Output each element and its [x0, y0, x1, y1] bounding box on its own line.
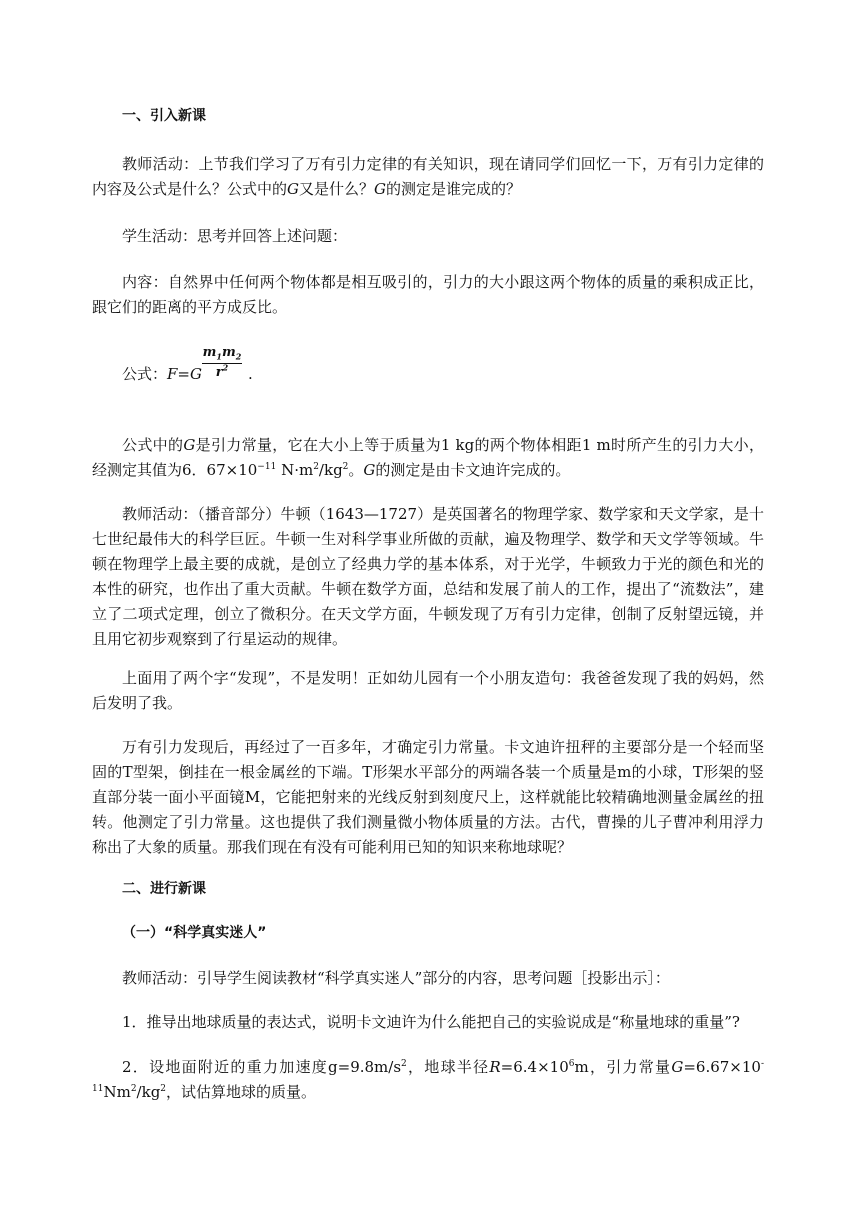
paragraph-newton-bio: 教师活动：（播音部分）牛顿（1643—1727）是英国著名的物理学家、数学家和天文学家，是十七世纪最伟大的科学巨匠。牛顿一生对科学事业所做的贡献，遍及物理学、数学和天文学等领域。牛顿在物理学上最主要的成就，是创立了经典力学的基本体系，对于光学，牛顿致力于光的颜色和光的本性的研究，也作出了重大贡献。牛顿在数学方面，总结和发展了前人的工作，提出了“流数法”，建立了二项式定理，创立了微积分。在天文学方面，牛顿发现了万有引力定律，创制了反射望远镜，并且用它初步观察到了行星运动的规律。 [92, 505, 764, 648]
paragraph-gravitational-constant: 公式中的G是引力常量，它在大小上等于质量为1 kg的两个物体相距1 m时所产生的引力大小，经测定其值为6．$67\times 10^{-11}$ $N\cdot m^2/kg^2$。G的测定是由卡文迪许完成的。 [92, 436, 764, 479]
subsection-heading: （一）“科学真实迷人” [122, 925, 267, 941]
paragraph-reading-guide: 教师活动：引导学生阅读教材“科学真实迷人”部分的内容，思考问题［投影出示］： [122, 969, 670, 987]
section-heading-intro: 一、引入新课 [122, 108, 206, 124]
paragraph-student-activity: 学生活动：思考并回答上述问题： [122, 227, 348, 245]
formula-denominator: $r^2$ [215, 362, 229, 380]
question-2: 2．设地面附近的重力加速度$g=9.8m/s^2$，地球半径$R=6.4\times 10^6m$，引力常量$G=6.67\times 10^{-11}Nm^2/kg^2$，试估算地球的质量。 [92, 1058, 764, 1101]
paragraph-law-content: 内容：自然界中任何两个物体都是相互吸引的，引力的大小跟这两个物体的质量的乘积成正比，跟它们的距离的平方成反比。 [92, 273, 764, 316]
formula-line: 公式：F=G . [122, 365, 253, 383]
section-heading-new-lesson: 二、进行新课 [122, 881, 206, 897]
paragraph-cavendish: 万有引力发现后，再经过了一百多年，才确定引力常量。卡文迪许扭秤的主要部分是一个轻而坚固的T型架，倒挂在一根金属丝的下端。T形架水平部分的两端各装一个质量是m的小球，T形架的竖直部分装一面小平面镜M，它能把射来的光线反射到刻度尺上，这样就能比较精确地测量金属丝的扭转。他测定了引力常量。这也提供了我们测量微小物体质量的方法。古代，曹操的儿子曹冲利用浮力称出了大象的质量。那我们现在有没有可能利用已知的知识来称地球呢？ [92, 738, 764, 856]
paragraph-discovery-joke: 上面用了两个字“发现”，不是发明！正如幼儿园有一个小朋友造句：我爸爸发现了我的妈妈，然后发明了我。 [92, 669, 764, 712]
formula-numerator: $m_1m_2$ [202, 345, 242, 362]
paragraph-teacher-question: 教师活动：上节我们学习了万有引力定律的有关知识，现在请同学们回忆一下，万有引力定律的内容及公式是什么？公式中的G又是什么？G的测定是谁完成的？ [92, 155, 764, 198]
question-1: 1．推导出地球质量的表达式，说明卡文迪许为什么能把自己的实验说成是“称量地球的重量”? [122, 1013, 740, 1031]
